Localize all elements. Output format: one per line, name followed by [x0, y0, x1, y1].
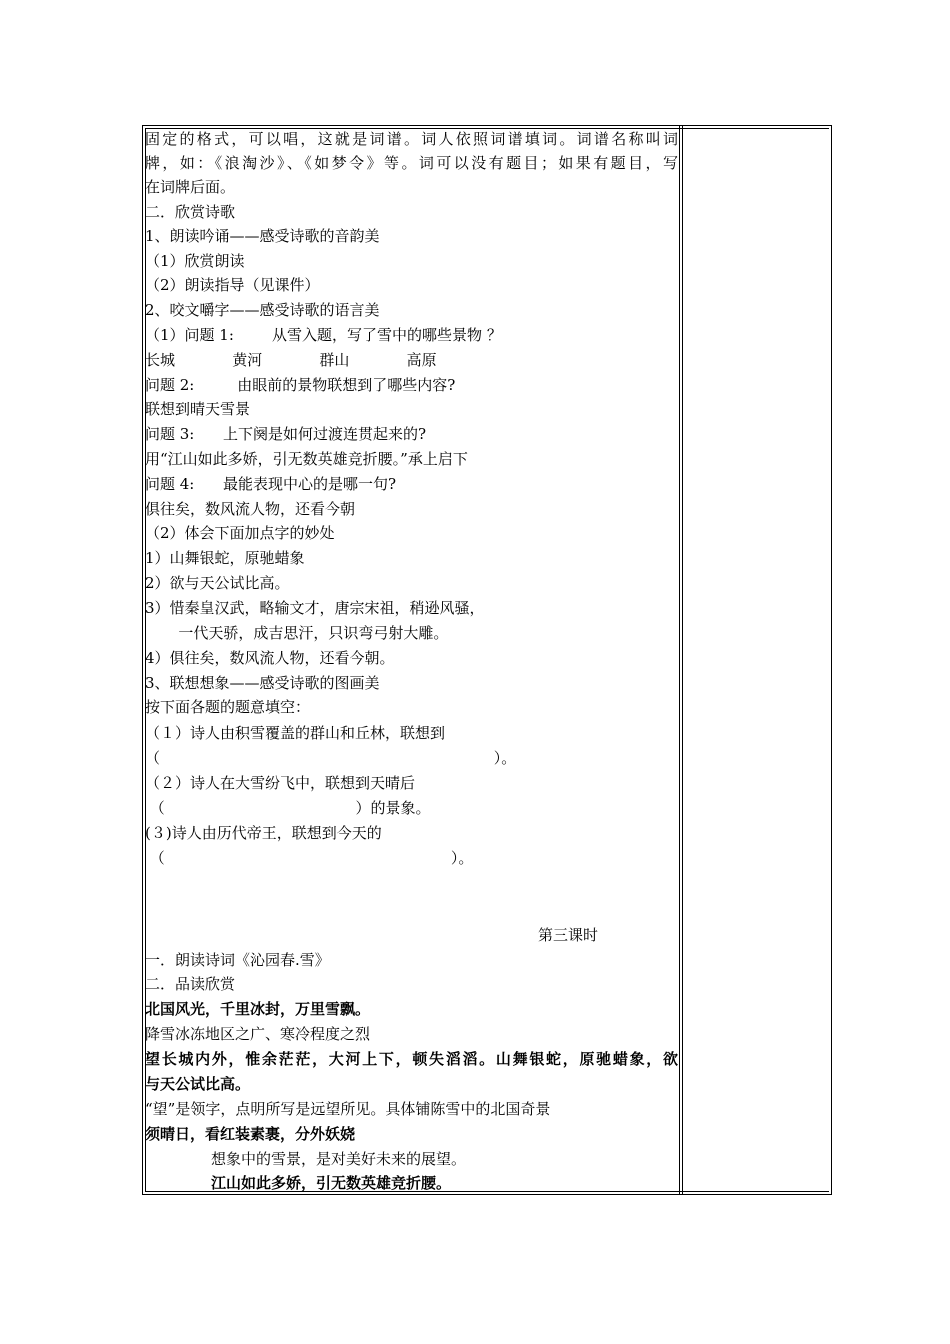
column-divider-inner: [682, 125, 683, 1195]
lesson-title: 第三课时: [538, 926, 599, 944]
text-line: 3、联想想象——感受诗歌的图画美: [145, 674, 380, 692]
text-line: （2）朗读指导（见课件）: [145, 276, 320, 294]
text-line: 3）惜秦皇汉武，略输文才，唐宗宋祖，稍逊风骚，: [145, 599, 485, 617]
text-line: 4）俱往矣，数风流人物，还看今朝。: [145, 649, 395, 667]
text-line: 按下面各题的题意填空：: [145, 698, 311, 716]
column-divider: [679, 125, 680, 1195]
text-line: 在词牌后面。: [145, 178, 236, 196]
answer-line: 俱往矣，数风流人物，还看今朝: [145, 500, 356, 518]
answer-line: 用“江山如此多娇，引无数英雄竞折腰。”承上启下: [145, 450, 468, 468]
text-line: 牌，如：《浪淘沙》、《如梦令》等。词可以没有题目；如果有题目，写: [145, 154, 678, 172]
section-heading: 二．欣赏诗歌: [145, 203, 236, 221]
fill-in-blank: （ ）。: [145, 849, 474, 867]
answer-line: 长城 黄河 群山 高原: [145, 351, 437, 369]
question-line: 问题 3: 上下阕是如何过渡连贯起来的?: [145, 425, 427, 443]
fill-in-blank: （ ）。: [145, 749, 517, 767]
annotation: 降雪冰冻地区之广、寒冷程度之烈: [145, 1025, 371, 1043]
poem-line: 须晴日，看红装素裹，分外妖娆: [145, 1125, 356, 1143]
text-line: 2）欲与天公试比高。: [145, 574, 290, 592]
section-heading: 二．品读欣赏: [145, 975, 236, 993]
question-line: 问题 2: 由眼前的景物联想到了哪些内容?: [145, 376, 456, 394]
text-line: 2、咬文嚼字——感受诗歌的语言美: [145, 301, 380, 319]
question-line: 问题 4: 最能表现中心的是哪一句?: [145, 475, 397, 493]
text-line: （1）欣赏朗读: [145, 252, 245, 270]
poem-line: 与天公试比高。: [145, 1075, 251, 1093]
fill-in-line: (３)诗人由历代帝王，联想到今天的: [145, 824, 382, 842]
text-line: 固定的格式，可以唱，这就是词谱。词人依照词谱填词。词谱名称叫词: [145, 130, 678, 148]
fill-in-line: （１）诗人由积雪覆盖的群山和丘林，联想到: [145, 724, 446, 742]
text-line: 1、朗读吟诵——感受诗歌的音韵美: [145, 227, 380, 245]
answer-line: 联想到晴天雪景: [145, 400, 251, 418]
fill-in-blank: （ ）的景象。: [145, 799, 431, 817]
poem-line: 江山如此多娇，引无数英雄竞折腰。: [211, 1174, 452, 1192]
section-heading: 一．朗读诗词《沁园春.雪》: [145, 951, 330, 969]
fill-in-line: （２）诗人在大雪纷飞中，联想到天晴后: [145, 774, 416, 792]
poem-line: 北国风光，千里冰封，万里雪飘。: [145, 1000, 371, 1018]
text-line: 1）山舞银蛇，原驰蜡象: [145, 549, 305, 567]
text-line: （2）体会下面加点字的妙处: [145, 524, 335, 542]
annotation: 想象中的雪景，是对美好未来的展望。: [211, 1150, 467, 1168]
poem-line: 望长城内外，惟余茫茫，大河上下，顿失滔滔。山舞银蛇，原驰蜡象，欲: [145, 1050, 678, 1068]
text-line: 一代天骄，成吉思汗，只识弯弓射大雕。: [145, 624, 449, 642]
annotation: “望”是领字，点明所写是远望所见。具体铺陈雪中的北国奇景: [145, 1100, 551, 1118]
question-line: （1）问题 1: 从雪入题，写了雪中的哪些景物 ？: [145, 326, 502, 344]
